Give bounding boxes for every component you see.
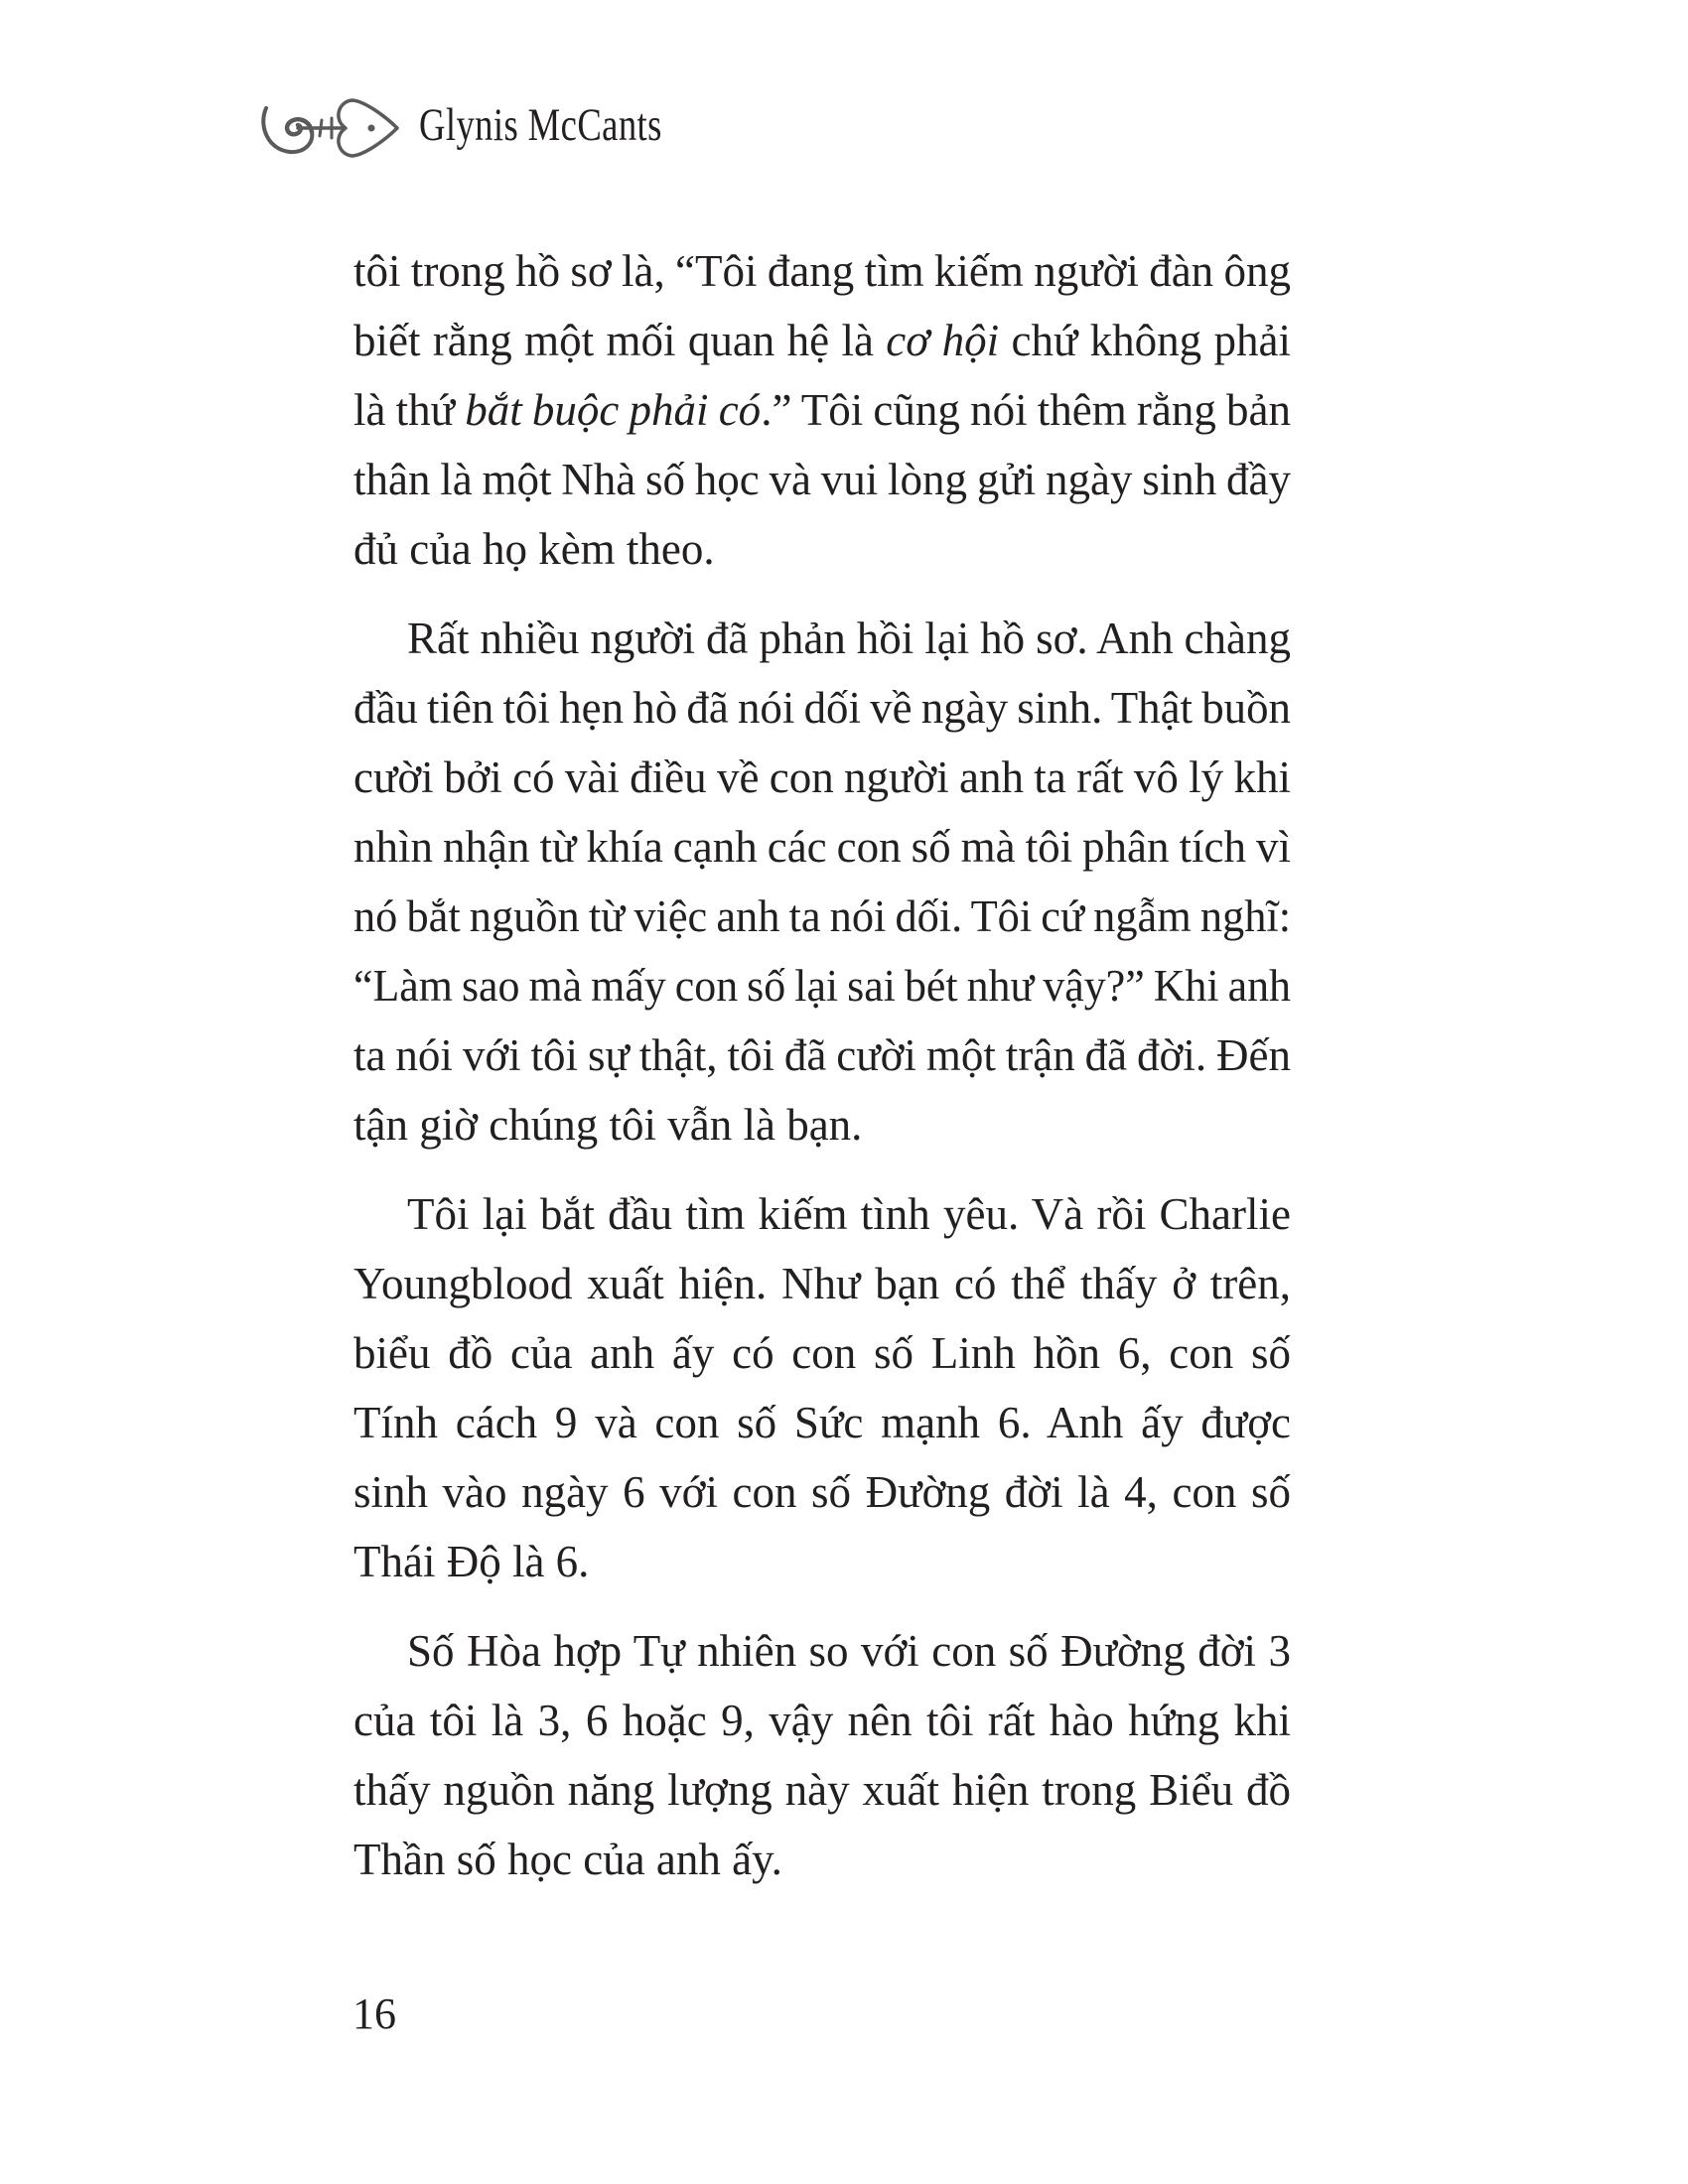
text-line: biết rằng một mối quan hệ là cơ hội chứ không phải xyxy=(353,316,1291,365)
fish-eye-dot xyxy=(368,125,375,132)
text-line: thân là một Nhà số học và vui lòng gửi ngày sinh đầy xyxy=(353,455,1291,504)
running-head xyxy=(260,91,731,163)
text-line: cười bởi có vài điều về con người anh ta rất vô lý khi xyxy=(353,752,1291,802)
text-line: Youngblood xuất hiện. Như bạn có thể thấy ở trên, xyxy=(353,1259,1291,1308)
text-line: Số Hòa hợp Tự nhiên so với con số Đường đời 3 xyxy=(407,1626,1291,1676)
text-line: “Làm sao mà mấy con số lại sai bét như vậy?” Khi anh xyxy=(353,961,1291,1011)
page-number: 16 xyxy=(352,1989,396,2038)
text-line: Thần số học của anh ấy. xyxy=(353,1835,782,1884)
text-line: ta nói với tôi sự thật, tôi đã cười một trận đã đời. Đến xyxy=(353,1030,1291,1080)
text-line: của tôi là 3, 6 hoặc 9, vậy nên tôi rất hào hứng khi xyxy=(353,1696,1291,1745)
text-line: tôi trong hồ sơ là, “Tôi đang tìm kiếm người đàn ông xyxy=(353,246,1291,296)
emphasis-text: bắt buộc phải có xyxy=(465,385,762,435)
text-line: Tôi lại bắt đầu tìm kiếm tình yêu. Và rồi Charlie xyxy=(407,1189,1291,1239)
text-line: thấy nguồn năng lượng này xuất hiện trong Biểu đồ xyxy=(353,1765,1291,1815)
text-line: đầu tiên tôi hẹn hò đã nói dối về ngày sinh. Thật buồn xyxy=(353,683,1292,733)
text-line: nhìn nhận từ khía cạnh các con số mà tôi phân tích vì xyxy=(353,822,1291,872)
text-line: biểu đồ của anh ấy có con số Linh hồn 6, con số xyxy=(353,1328,1291,1378)
running-head-author: Glynis McCants xyxy=(419,98,662,151)
text-line: sinh vào ngày 6 với con số Đường đời là 4, con số xyxy=(353,1467,1291,1517)
text-line: là thứ bắt buộc phải có.” Tôi cũng nói thêm rằng bản xyxy=(353,385,1291,435)
emphasis-text: cơ hội xyxy=(886,316,1000,365)
text-line: Thái Độ là 6. xyxy=(353,1537,590,1586)
text-line: Tính cách 9 và con số Sức mạnh 6. Anh ấy được xyxy=(353,1398,1291,1447)
fish-heart-ornament-icon xyxy=(260,94,401,160)
text-line: nó bắt nguồn từ việc anh ta nói dối. Tôi cứ ngẫm nghĩ: xyxy=(353,891,1292,941)
text-line: tận giờ chúng tôi vẫn là bạn. xyxy=(353,1100,863,1150)
text-line: đủ của họ kèm theo. xyxy=(353,524,715,574)
text-line: Rất nhiều người đã phản hồi lại hồ sơ. Anh chàng xyxy=(407,614,1291,663)
